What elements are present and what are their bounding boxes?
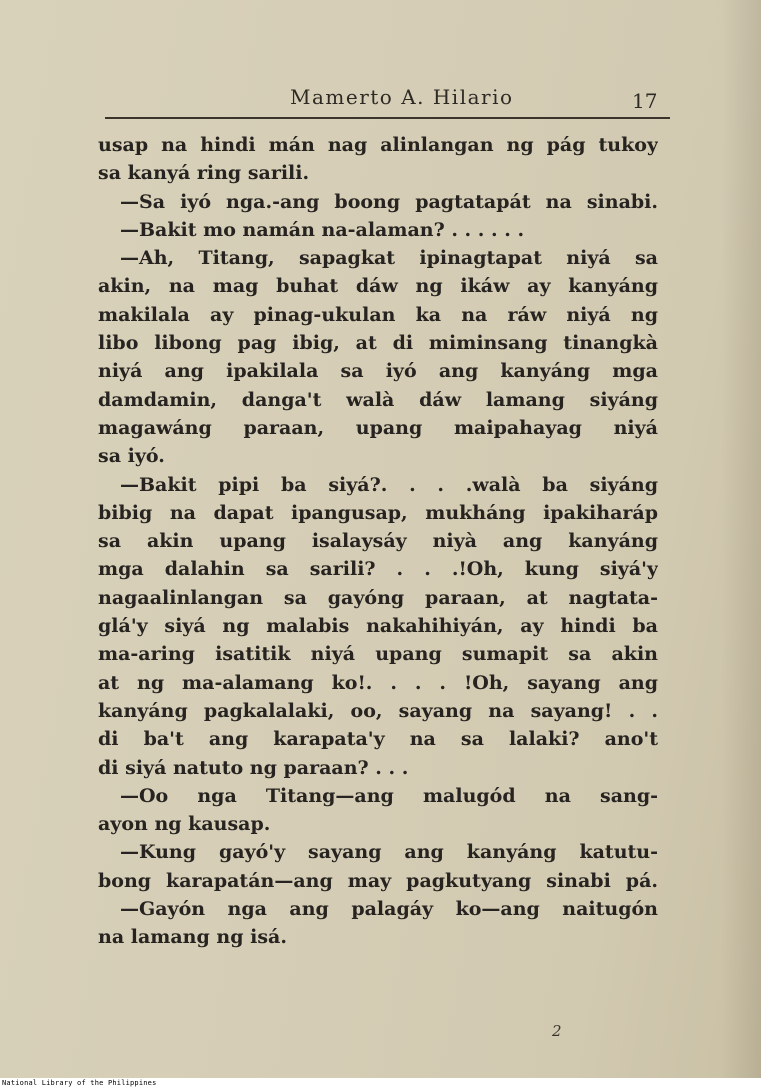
text-line: sa kanyá ring sarili. xyxy=(98,162,310,185)
text-line: —Kung gayó'y sayang ang kanyáng katutu- xyxy=(120,841,658,864)
text-line: kanyáng pagkalalaki, oo, sayang na sayang! . . xyxy=(98,699,658,722)
text-line: —Ah, Titang, sapagkat ipinagtapat niyá sa xyxy=(120,247,658,270)
text-line: di siyá natuto ng paraan? . . . xyxy=(98,756,409,779)
text-line: magawáng paraan, upang maipahayag niyá xyxy=(98,416,658,439)
text-line: bong karapatán—ang may pagkutyang sinabi pá. xyxy=(98,869,658,892)
text-line: di ba't ang karapata'y na sa lalaki? ano't xyxy=(98,728,658,751)
text-line: —Bakit mo namán na-alaman? . . . . . . xyxy=(120,218,525,241)
text-line: usap na hindi mán nag alinlangan ng pág tukoy xyxy=(98,134,658,156)
running-head xyxy=(0,85,761,119)
text-line: akin, na mag buhat dáw ng ikáw ay kanyáng xyxy=(98,275,658,298)
text-line: sa iyó. xyxy=(98,445,165,468)
text-line: —Oo nga Titang—ang malugód na sang- xyxy=(120,784,658,807)
signature-mark: 2 xyxy=(552,1022,562,1040)
text-line: na lamang ng isá. xyxy=(98,926,287,949)
text-line: —Bakit pipi ba siyá?. . . .walà ba siyáng xyxy=(120,473,658,496)
body-text xyxy=(98,131,658,952)
text-line: —Gayón nga ang palagáy ko—ang naitugón xyxy=(120,898,658,921)
text-line: damdamin, danga't walà dáw lamang siyáng xyxy=(98,388,658,411)
text-line: mga dalahin sa sarili? . . .!Oh, kung siyá'y xyxy=(98,558,658,581)
running-head-author: Mamerto A. Hilario xyxy=(290,85,514,109)
header-rule xyxy=(105,117,670,119)
text-line: makilala ay pinag-ukulan ka na ráw niyá ng xyxy=(98,303,658,326)
footer-credit: National Library of the Philippines xyxy=(2,1079,157,1087)
text-line: libo libong pag ibig, at di miminsang tinangkà xyxy=(98,332,658,355)
text-line: sa akin upang isalaysáy niyà ang kanyáng xyxy=(98,530,658,553)
text-line: niyá ang ipakilala sa iyó ang kanyáng mga xyxy=(98,360,658,383)
text-line: bibig na dapat ipangusap, mukháng ipakiharáp xyxy=(98,501,658,524)
text-line: nagaalinlangan sa gayóng paraan, at nagtata- xyxy=(98,586,658,609)
page-number: 17 xyxy=(632,89,658,113)
text-line: glá'y siyá ng malabis nakahihiyán, ay hindi ba xyxy=(98,615,658,638)
text-line: at ng ma-alamang ko!. . . . !Oh, sayang ang xyxy=(98,671,658,694)
text-line: —Sa iyó nga.-ang boong pagtatapát na sinabi. xyxy=(120,190,658,213)
text-line: ma-aring isatitik niyá upang sumapit sa akin xyxy=(98,643,658,666)
text-line: ayon ng kausap. xyxy=(98,813,271,836)
